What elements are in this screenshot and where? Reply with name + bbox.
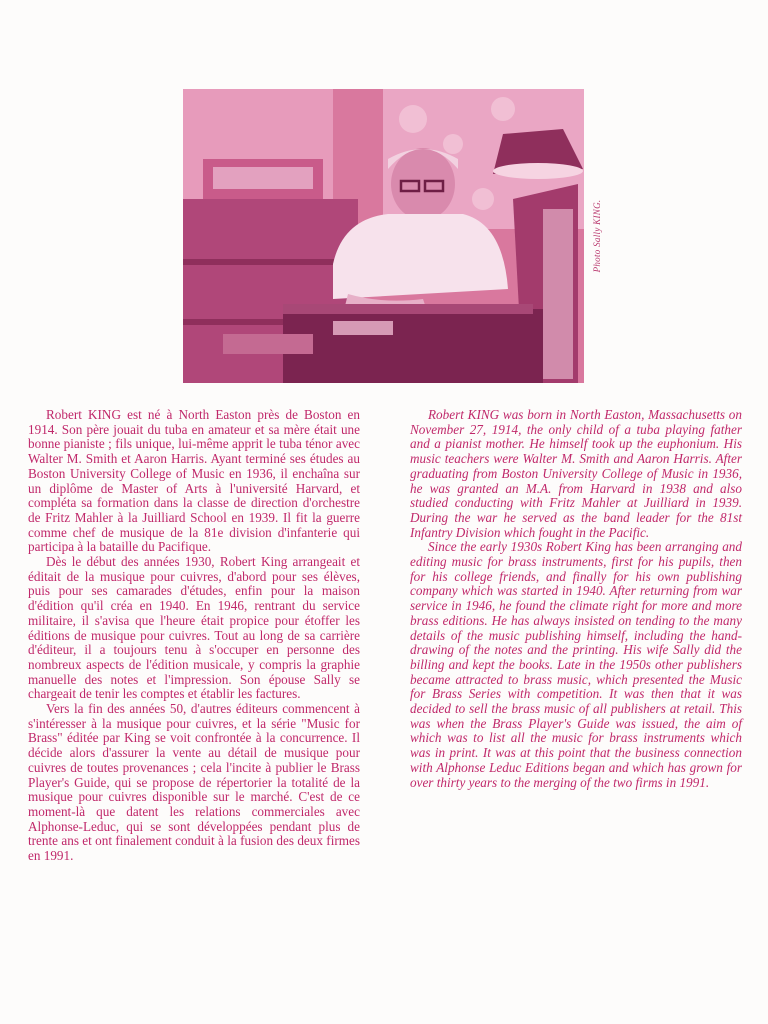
photo-credit-text: Photo Sally KING. [592,199,602,273]
portrait-photo-illustration [183,89,584,383]
photo-credit [586,89,608,383]
french-column [28,408,360,864]
french-paragraph-1: Robert KING est né à North Easton près de Boston en 1914. Son père jouait du tuba en amateur et sa mère était une bonne pianiste ; fils unique, lui-même apprit le tuba ténor avec Walter M. Smith et Aaron Harris. Ayant terminé ses études au Boston University College of Music en 1936, il enchaîna sur un diplôme de Master of Arts à l'université Harvard, et compléta sa formation dans la classe de direction d'orchestre de Fritz Mahler à la Juilliard School en 1939. Il fit la guerre comme chef de musique de la 81e division d'infanterie qui participa à la bataille du Pacifique. [28,407,360,555]
portrait-photo [183,89,584,383]
english-paragraph-2: Since the early 1930s Robert King has been arranging and editing music for brass instruments, first for his pupils, then for his college friends, and finally for his own publishing company which was started in 1940. After returning from war service in 1946, he found the climate right for more and more brass editions. He has always insisted on tending to the many details of the music publishing himself, including the hand-drawing of the notes and the printing. His wife Sally did the billing and kept the books. Late in the 1950s other publishers became attracted to brass music, which presented the Music for Brass Series with competition. It was then that it was decided to sell the brass music of all publishers at retail. This was when the Brass Player's Guide was issued, the aim of which was to list all the music for brass instruments which was in print. It was at this point that the business connection with Alphonse Leduc Editions began and which has grown for over thirty years to the merging of the two firms in 1991. [410,539,742,790]
english-column [410,408,742,790]
french-paragraph-2: Dès le début des années 1930, Robert King arrangeait et éditait de la musique pour cuivres, d'abord pour ses élèves, puis pour ses camarades d'études, enfin pour la maison d'édition qu'il créa en 1940. En 1946, rentrant du service militaire, il s'avisa que l'heure était propice pour étoffer les éditions de musique pour cuivres. Tout au long de sa carrière d'éditeur, il a toujours tenu à s'occuper en personne des nombreux aspects de l'édition musicale, y compris la graphie manuelle des notes et l'impression. Son épouse Sally se chargeait de tenir les comptes et établir les factures. [28,554,360,702]
english-paragraph-1: Robert KING was born in North Easton, Massachusetts on November 27, 1914, the only child of a tuba playing father and a pianist mother. He himself took up the euphonium. His music teachers were Walter M. Smith and Aaron Harris. After graduating from Boston University College of Music in 1936, he was granted an M.A. from Harvard in 1938 and also studied conducting with Fritz Mahler at Juilliard in 1939. During the war he served as the band leader for the 81st Infantry Division which fought in the Pacific. [410,407,742,540]
french-paragraph-3: Vers la fin des années 50, d'autres éditeurs commencent à s'intéresser à la musique pour cuivres, et la série "Music for Brass" éditée par King se voit confrontée à la concurrence. Il décide alors d'assurer la vente au détail de musique pour cuivres de toutes provenances ; cela l'incite à publier le Brass Player's Guide, qui se propose de répertorier la totalité de la musique pour cuivres disponible sur le marché. C'est de ce moment-là que datent les relations commerciales avec Alphonse-Leduc, qui se sont développées pendant plus de trente ans et ont finalement conduit à la fusion des deux firmes en 1991. [28,701,360,864]
